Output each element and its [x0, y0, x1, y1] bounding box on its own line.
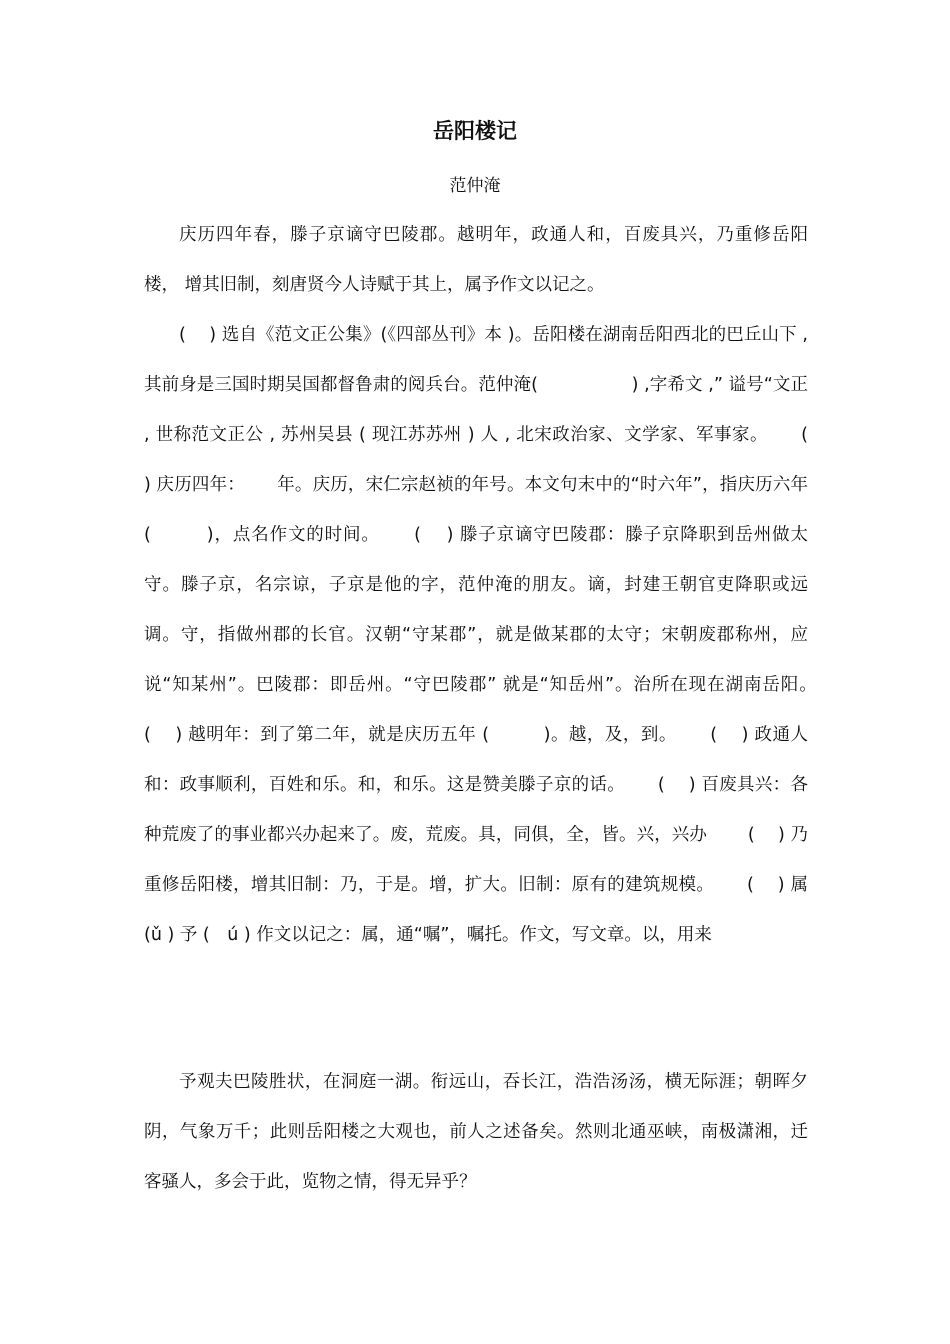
- document-author: 范仲淹: [449, 176, 501, 196]
- paragraph-second: 予观夫巴陵胜状，在洞庭一湖。衔远山，吞长江，浩浩汤汤，横无际涯；朝晖夕阴，气象万千；此则岳阳楼之大观也，前人之述备矣。然则北通巫峡，南极潇湘，迁客骚人，多会于此，览物之情，得无异乎？: [144, 1072, 808, 1192]
- paragraph-annotations: ( ) 选自《范文正公集》(《四部丛刊》本 )。岳阳楼在湖南岳阳西北的巴丘山下 ,其前身是三国时期吴国都督鲁肃的阅兵台。范仲淹( ) ,字希文 ,” 谥号“文正 , 世称范文正公 , 苏州吴县 ( 现江苏苏州 ) 人 , 北宋政治家、文学家、军事家。 ( ) 庆历四年： 年。庆历，宋仁宗赵祯的年号。本文句末中的“时六年”，指庆历六年 ( )，点名作文的时间。 ( ) 滕子京谪守巴陵郡：滕子京降职到岳州做太守。滕子京，名宗谅，子京是他的字，范仲淹的朋友。谪，封建王朝官吏降职或远调。守，指做州郡的长官。汉朝“守某郡”，就是做某郡的太守；宋朝废郡称州，应说“知某州”。巴陵郡：即岳州。“守巴陵郡” 就是“知岳州”。治所在现在湖南岳阳。 ( ) 越明年：到了第二年，就是庆历五年 ( )。越，及，到。 ( ) 政通人和：政事顺利，百姓和乐。和，和乐。这是赞美滕子京的话。 ( ) 百废具兴：各种荒废了的事业都兴办起来了。废，荒废。具，同俱，全，皆。兴，兴办 ( ) 乃重修岳阳楼，增其旧制：乃，于是。增，扩大。旧制：原有的建筑规模。 ( ) 属 (ǔ ) 予 ( ú ) 作文以记之：属，通“嘱”，嘱托。作文，写文章。以，用来: [144, 325, 849, 945]
- document-title: 岳阳楼记: [433, 119, 517, 143]
- paragraph-opening: 庆历四年春，滕子京谪守巴陵郡。越明年，政通人和，百废具兴，乃重修岳阳楼， 增其旧制，刻唐贤今人诗赋于其上，属予作文以记之。: [144, 225, 808, 295]
